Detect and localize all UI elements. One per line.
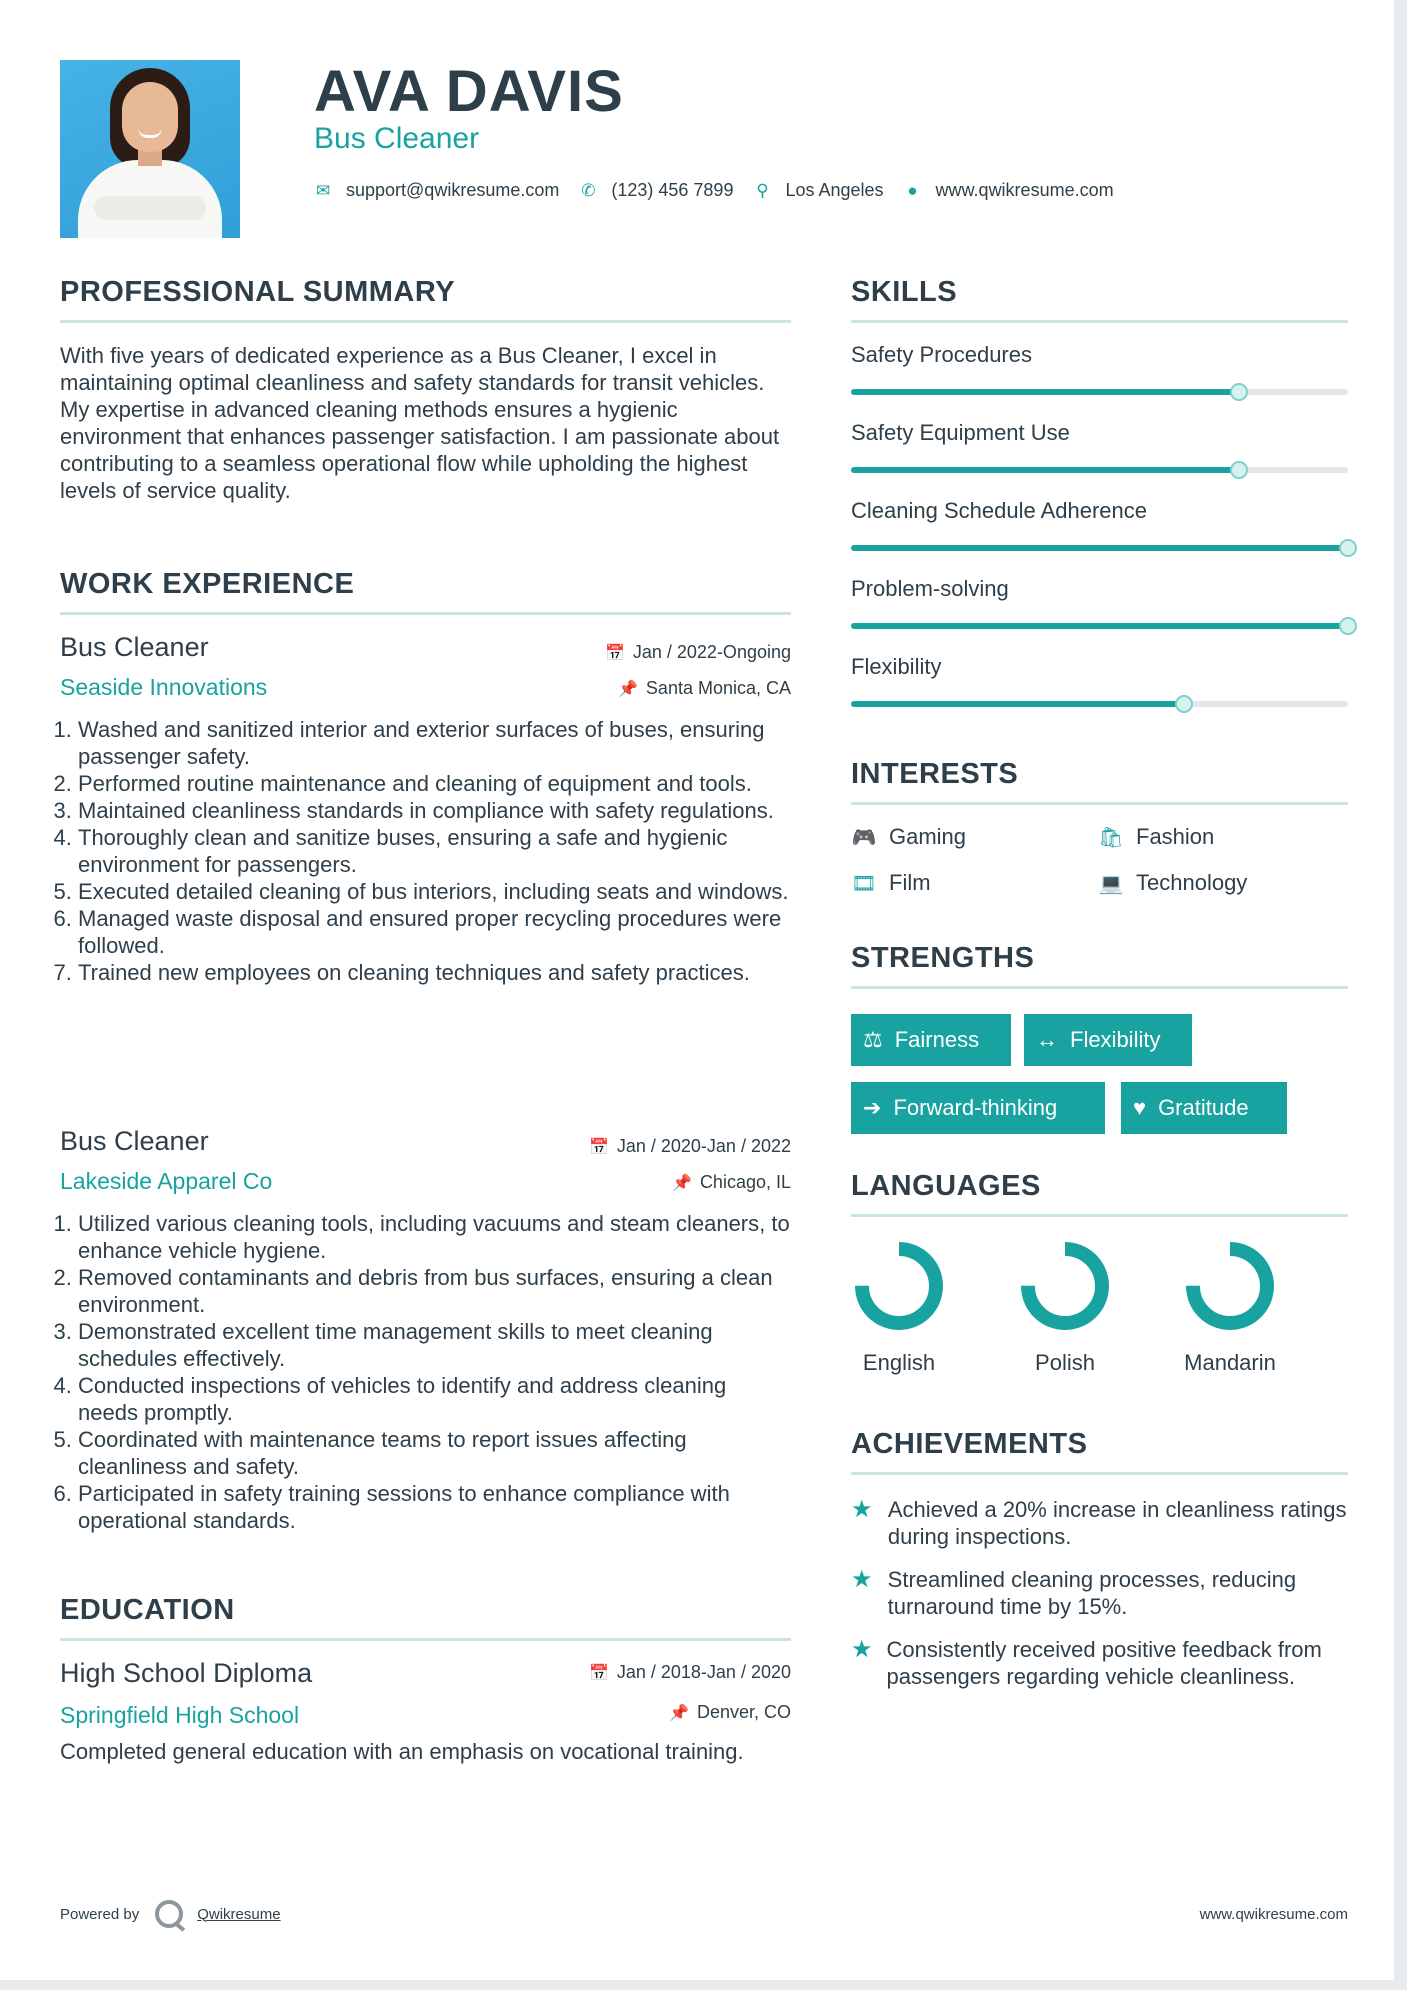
job-location [618, 678, 791, 699]
languages-heading: LANGUAGES [851, 1170, 1041, 1202]
job-company: Lakeside Apparel Co [60, 1168, 273, 1194]
map-marker-icon: ⚲ [756, 180, 769, 200]
education-dates [589, 1662, 791, 1683]
list-item: 2. Removed contaminants and debris from bus surfaces, ensuring a clean environment. [78, 1264, 791, 1318]
summary-divider [60, 320, 791, 323]
skills-heading: SKILLS [851, 276, 958, 308]
interest-label: Gaming [889, 824, 967, 849]
language-label: English [862, 1350, 936, 1375]
achievements-heading: ACHIEVEMENTS [851, 1428, 1088, 1460]
profile-photo [60, 60, 240, 238]
pin-icon: 📌 [669, 1705, 689, 1722]
contact-email[interactable]: support@qwikresume.com [346, 180, 560, 200]
contact-website[interactable]: www.qwikresume.com [935, 180, 1114, 200]
contact-phone[interactable]: (123) 456 7899 [611, 180, 734, 200]
list-item: 2. Performed routine maintenance and cleaning of equipment and tools. [78, 770, 791, 797]
achievement-text: Achieved a 20% increase in cleanliness ratings during inspections. [887, 1497, 1347, 1549]
language-ring [1017, 1238, 1113, 1334]
strength-chip-flexibility [1024, 1014, 1192, 1066]
star-icon: ★ [851, 1496, 873, 1523]
job-dates-text: Jan / 2022-Ongoing [632, 642, 791, 662]
language-label: Polish [1035, 1350, 1095, 1375]
summary-text: With five years of dedicated experience as a Bus Cleaner, I excel in maintaining optimal cleanliness and safety standards for transit vehicles. My expertise in advanced cleaning methods ensures a hygienic environment that enhances passenger satisfaction. I am passionate about contributing to a seamless operational flow while upholding the highest levels of service quality. [60, 343, 780, 503]
list-item: 3. Maintained cleanliness standards in compliance with safety regulations. [78, 797, 791, 824]
skills-divider [851, 320, 1348, 323]
powered-by-label: Powered by [60, 1905, 140, 1923]
interests-divider [851, 802, 1348, 805]
balance-scale-icon: ⚖ [863, 1027, 883, 1052]
film-icon: 🎞 [851, 872, 877, 895]
calendar-icon: 📅 [604, 645, 625, 662]
job-location-text: Santa Monica, CA [645, 678, 791, 698]
list-item: 6. Managed waste disposal and ensured proper recycling procedures were followed. [78, 905, 791, 959]
education-location [669, 1702, 791, 1723]
language-label: Mandarin [1184, 1350, 1276, 1375]
calendar-icon: 📅 [588, 1139, 609, 1156]
experience-heading: WORK EXPERIENCE [60, 568, 355, 600]
interest-item-fashion [1098, 824, 1214, 850]
skill-bar-track [851, 623, 1348, 629]
job-duties-list [60, 1210, 791, 1534]
interest-label: Film [889, 870, 931, 895]
strengths-divider [851, 986, 1348, 989]
education-dates-text: Jan / 2018-Jan / 2020 [616, 1662, 791, 1682]
list-item: 1. Washed and sanitized interior and exterior surfaces of buses, ensuring passenger safety. [78, 716, 791, 770]
job-company: Seaside Innovations [60, 674, 268, 700]
achievement-text: Consistently received positive feedback from passengers regarding vehicle cleanliness. [886, 1637, 1322, 1689]
language-item [839, 1238, 959, 1376]
skill-bar-fill [851, 545, 1348, 551]
job-dates [605, 642, 791, 663]
laptop-icon: 💻 [1098, 872, 1124, 895]
education-heading: EDUCATION [60, 1594, 235, 1626]
list-item: 3. Demonstrated excellent time management skills to meet cleaning schedules effectively. [78, 1318, 791, 1372]
star-icon: ★ [851, 1636, 873, 1663]
achievement-item [851, 1636, 1351, 1690]
skill-label: Flexibility [851, 654, 942, 679]
footer-powered-by [60, 1900, 281, 1928]
pin-icon: 📌 [672, 1175, 692, 1192]
skill-bar-fill [851, 389, 1239, 395]
language-ring [851, 1238, 947, 1334]
strength-chip-gratitude [1121, 1082, 1287, 1134]
summary-heading: PROFESSIONAL SUMMARY [60, 276, 456, 308]
skill-bar-fill [851, 467, 1239, 473]
globe-icon: ● [907, 180, 918, 200]
education-description: Completed general education with an emphasis on vocational training. [60, 1739, 744, 1764]
arrow-right-icon: ➔ [863, 1095, 882, 1120]
list-item: 1. Utilized various cleaning tools, including vacuums and steam cleaners, to enhance vehicle hygiene. [78, 1210, 791, 1264]
education-divider [60, 1638, 791, 1641]
achievements-divider [851, 1472, 1348, 1475]
interest-label: Fashion [1136, 824, 1215, 849]
qwikresume-logo-icon [155, 1900, 183, 1928]
star-icon: ★ [851, 1566, 873, 1593]
achievement-item [851, 1566, 1351, 1620]
education-location-text: Denver, CO [696, 1702, 791, 1722]
skill-bar-track [851, 467, 1348, 473]
pin-icon: 📌 [618, 681, 638, 698]
skill-bar-handle [1339, 617, 1357, 635]
list-item: 4. Conducted inspections of vehicles to identify and address cleaning needs promptly. [78, 1372, 791, 1426]
skill-label: Cleaning Schedule Adherence [851, 498, 1148, 523]
list-item: 5. Executed detailed cleaning of bus interiors, including seats and windows. [78, 878, 791, 905]
interest-item-film [851, 870, 931, 896]
languages-divider [851, 1214, 1348, 1217]
skill-bar-handle [1230, 461, 1248, 479]
heart-icon: ♥ [1133, 1095, 1147, 1120]
brand-link[interactable]: Qwikresume [197, 1905, 281, 1923]
skill-bar-fill [851, 701, 1184, 707]
skill-bar-track [851, 545, 1348, 551]
skill-bar-handle [1230, 383, 1248, 401]
list-item: 6. Participated in safety training sessions to enhance compliance with operational standards. [78, 1480, 791, 1534]
strength-label: Forward-thinking [893, 1095, 1058, 1120]
strength-label: Flexibility [1070, 1027, 1161, 1052]
list-item: 5. Coordinated with maintenance teams to report issues affecting cleanliness and safety. [78, 1426, 791, 1480]
skill-label: Safety Equipment Use [851, 420, 1070, 445]
strength-label: Fairness [894, 1027, 980, 1052]
arrows-horizontal-icon: ↔ [1036, 1027, 1058, 1052]
shopping-bag-icon: 🛍 [1098, 826, 1124, 849]
list-item: 4. Thoroughly clean and sanitize buses, ensuring a safe and hygienic environment for passengers. [78, 824, 791, 878]
language-item [1005, 1238, 1125, 1376]
language-item [1170, 1238, 1290, 1376]
skill-bar-fill [851, 623, 1348, 629]
strength-label: Gratitude [1158, 1095, 1249, 1120]
interest-item-technology [1098, 870, 1247, 896]
strength-chip-fairness [851, 1014, 1011, 1066]
contact-bar [314, 180, 1134, 201]
candidate-title: Bus Cleaner [314, 122, 480, 155]
job-location-text: Chicago, IL [699, 1172, 791, 1192]
language-ring [1182, 1238, 1278, 1334]
skill-bar-handle [1175, 695, 1193, 713]
gamepad-icon: 🎮 [851, 826, 877, 849]
achievement-item [851, 1496, 1351, 1550]
skill-label: Safety Procedures [851, 342, 1032, 367]
skill-label: Problem-solving [851, 576, 1009, 601]
calendar-icon: 📅 [588, 1665, 609, 1682]
interest-label: Technology [1136, 870, 1248, 895]
candidate-name: AVA DAVIS [314, 59, 624, 124]
footer-url[interactable]: www.qwikresume.com [1199, 1906, 1348, 1923]
education-school: Springfield High School [60, 1702, 300, 1728]
skill-bar-track [851, 389, 1348, 395]
job-location [672, 1172, 791, 1193]
interest-item-gaming [851, 824, 966, 850]
phone-icon: ✆ [581, 180, 596, 200]
job-title: Bus Cleaner [60, 632, 209, 662]
strength-chip-forward-thinking [851, 1082, 1105, 1134]
skill-bar-track [851, 701, 1348, 707]
experience-divider [60, 612, 791, 615]
job-duties-list [60, 716, 791, 986]
list-item: 7. Trained new employees on cleaning techniques and safety practices. [78, 959, 791, 986]
strengths-heading: STRENGTHS [851, 942, 1035, 974]
education-degree: High School Diploma [60, 1658, 313, 1688]
envelope-icon: ✉ [315, 180, 331, 200]
job-dates-text: Jan / 2020-Jan / 2022 [616, 1136, 791, 1156]
skill-bar-handle [1339, 539, 1357, 557]
contact-location: Los Angeles [785, 180, 884, 200]
achievement-text: Streamlined cleaning processes, reducing turnaround time by 15%. [887, 1567, 1297, 1619]
job-title: Bus Cleaner [60, 1126, 209, 1156]
job-dates [589, 1136, 791, 1157]
interests-heading: INTERESTS [851, 758, 1019, 790]
